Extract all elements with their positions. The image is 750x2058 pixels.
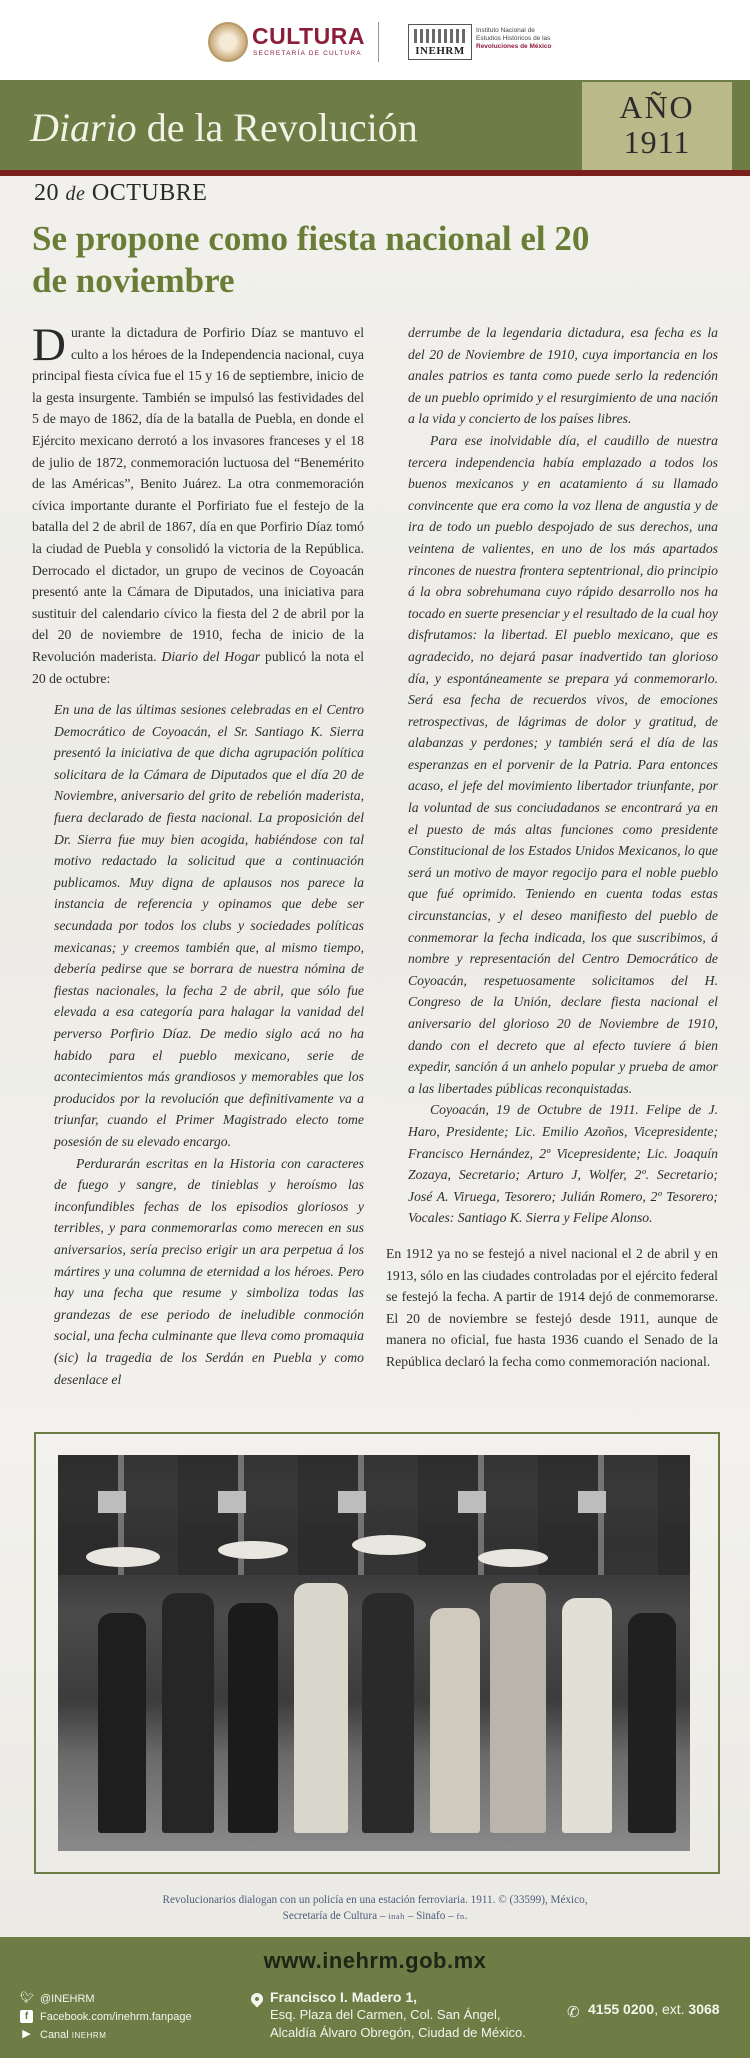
photo-caption	[60, 1893, 690, 1924]
cultura-seal-icon	[208, 22, 248, 62]
person-figure	[162, 1593, 214, 1833]
person-figure	[228, 1603, 278, 1833]
train-window	[578, 1491, 606, 1513]
historical-photo	[58, 1455, 690, 1851]
intro-text: urante la dictadura de Porfirio Díaz se mantuvo el culto a los héroes de la Independencia nacional, cuya principal fiesta cívica fue el 15 y 16 de septiembre, inicio de la gesta insurgente. También se impulsó las festividades del 5 de mayo de 1862, día de la batalla de Puebla, en donde el Ejército mexicano derrotó a los invasores franceses y el 18 de julio de 1872, conmemoración luctuosa del “Benemérito de las Américas”, Benito Juárez. La otra conmemoración cívica importante durante el Porfiriato fue el festejo de la batalla del 2 de abril de 1867, día en que Porfirio Díaz tomó la ciudad de Puebla y consolidó la victoria de la República. Derrocado el dictador, un grupo de vecinos de Coyoacán presentó ante la Cámara de Diputados, una iniciativa para sustituir del calendario cívico la fiesta del 2 de abril por la del 20 de noviembre de 1910, fecha de inicio de la Revolución maderista.	[32, 325, 364, 664]
address-line-1: Francisco I. Madero 1,	[270, 1989, 418, 2005]
phone-main: 4155 0200	[588, 2001, 655, 2017]
address-line-3: Alcaldía Álvaro Obregón, Ciudad de México.	[270, 2025, 526, 2040]
intro-text-end: publicó la nota el 20 de octubre:	[32, 648, 365, 686]
quote-paragraph-2: Perdurarán escritas en la Historia con caracteres de fuego y sangre, de tinieblas y heroísmo las inconfundibles fechas de los episodios gloriosos y terribles, y para conmemorarlas como merecen en sus aniversarios, sería preciso erigir un ara perpetua á los mártires y una columna de eternidad a los héroes. Pero hay una fecha que resume y simboliza todas las grandezas de ese periodo de ineludible conmoción social, una fecha culminante que lleva como promaquia (sic) la tragedia de los Serdán en Puebla y como desenlace el	[54, 1155, 364, 1387]
inehrm-subtitle-line3: Revoluciones de México	[476, 43, 552, 50]
article-date	[34, 180, 207, 207]
caption-inah: inah	[388, 1910, 405, 1921]
social-links	[20, 1990, 192, 2045]
series-title	[30, 104, 418, 151]
inehrm-building-icon	[414, 29, 466, 43]
logo-header	[0, 0, 750, 80]
sombrero	[86, 1547, 160, 1567]
sombrero	[478, 1549, 548, 1567]
youtube-label: Canal	[40, 2029, 72, 2041]
inehrm-logo[interactable]	[408, 24, 472, 60]
year-badge	[582, 82, 732, 170]
website-link[interactable]: www.inehrm.gob.mx	[263, 1948, 487, 1973]
article-column-right	[386, 322, 718, 1373]
person-figure	[430, 1608, 480, 1833]
series-title-rest: de la Revolución	[136, 105, 418, 150]
inehrm-subtitle-line2: Estudios Históricos de las	[476, 35, 551, 42]
sombrero	[218, 1541, 288, 1559]
twitter-icon: 🐦︎	[20, 1992, 34, 2004]
newspaper-name: Diario del Hogar	[161, 648, 261, 664]
twitter-handle: @INEHRM	[40, 1993, 95, 2005]
banner-underline	[0, 170, 750, 176]
cultura-subtitle: SECRETARÍA DE CULTURA	[253, 50, 362, 57]
twitter-link[interactable]	[20, 1990, 192, 2008]
person-figure	[362, 1593, 414, 1833]
drop-cap: D	[32, 319, 66, 371]
phone-ext-number: 3068	[688, 2001, 720, 2017]
inehrm-subtitle	[476, 27, 556, 51]
caption-part: Secretaría de Cultura –	[282, 1909, 389, 1922]
phone-icon: ✆	[567, 2005, 580, 2021]
inehrm-subtitle-line1: Instituto Nacional de	[476, 27, 535, 34]
youtube-icon: ▶	[22, 2028, 31, 2040]
article-title: Se propone como fiesta nacional el 20 de noviembre	[32, 219, 590, 300]
phone-number[interactable]	[588, 2001, 720, 2017]
intro-paragraph	[32, 319, 365, 689]
date-month: OCTUBRE	[91, 180, 208, 206]
caption-line-1: Revolucionarios dialogan con un policía en una estación ferroviaria. 1911. © (33599), México,	[162, 1894, 588, 1906]
facebook-icon: f	[20, 2010, 33, 2023]
person-figure	[562, 1598, 612, 1833]
facebook-link[interactable]	[20, 2008, 192, 2026]
address-line-2: Esq. Plaza del Carmen, Col. San Ángel,	[270, 2007, 501, 2022]
caption-part: .	[464, 1909, 468, 1922]
caption-part: – Sinafo –	[404, 1909, 457, 1922]
year-value: 1911	[623, 124, 691, 160]
quote-paragraph-4: Para ese inolvidable día, el caudillo de nuestra tercera independencia había emplazado a todos los buenos mexicanos y en acatamiento á su llamado convincente que era como la voz llena de angustia y de ira de todo un pueblo despojado de sus derechos, una veintena de valientes, en uno de los más apartados rincones de nuestra frontera septentrional, dio principio á la obra sobrehumana cuyo rápido desarrollo nos ha tocado en suerte presenciar y el resultado de la cual hoy disfrutamos: la libertad. El pueblo mexicano, que es agradecido, no dejará pasar inadvertido tan glorioso día, y espontáneamente se prepara yá conmemorarlo. Será esa fecha de recuerdos vivos, de emociones retrospectivas, de lágrimas de dolor y gratitud, de alabanzas y perdones; y también será el día de las esperanzas en el porvenir de la Patria. Para entonces acaso, el jefe del movimiento libertador triunfante, por la voluntad de sus conciudadanos se encontrará ya en el puesto de más altas funciones como presidente Constitucional de los Estados Unidos Mexicanos, lo que será un motivo de mayor regocijo para el noble pueblo que fué oprimido. Teniendo en cuenta todas estas circunstancias, y el deseo manifiesto del pueblo de conmemorar la fecha indicada, los que suscribimos, á nombre y representación del Centro Democrático de Coyoacán, respetuosamente solicitamos del H. Congreso de la Unión, declare fiesta nacional el aniversario del glorioso 20 de Noviembre de 1910, dando con el decreto que al efecto tuviere á bien expedir, sanción á un anhelo popular y prueba de amor a las libertades públicas reconquistadas.	[408, 432, 718, 1096]
person-figure	[98, 1613, 146, 1833]
quote-paragraph-1: En una de las últimas sesiones celebradas en el Centro Democrático de Coyoacán, el Sr. Santiago K. Sierra presentó la iniciativa de que dicha agrupación política solicitara de la Cámara de Diputados que el día 20 de Noviembre, aniversario del grito de rebelión maderista, fuera declarado de fiesta nacional. La proposición del Dr. Sierra fue muy bien acogida, habiéndose con tal motivo redactado la solicitud que a continuación publicamos. Muy digna de aplausos nos parece la instancia de referencia y opinamos que debe ser secundada por todos los clubs y sociedades políticas mexicanas; y creemos también que, al mismo tiempo, debería pedirse que se borrara de nuestra nómina de fiestas nacionales, la fecha 2 de abril, que sólo fue elevada a esa categoría para halagar la vanidad del perverso Porfirio Díaz. De medio siglo acá no ha habido para el pueblo mexicano, serie de acontecimientos más grandiosos y memorables que los producidos por la revolución que definitivamente va a triunfar, cuando el Primer Magistrado electo tome posesión de su elevado encargo.	[54, 702, 364, 1149]
sombrero	[352, 1535, 426, 1555]
train-window	[218, 1491, 246, 1513]
youtube-channel: INEHRM	[71, 2031, 107, 2040]
cultura-wordmark: CULTURA	[252, 23, 365, 49]
closing-paragraph: En 1912 ya no se festejó a nivel nacional el 2 de abril y en 1913, sólo en las ciudades controladas por el ejército federal se festejó la fecha. A partir de 1914 dejó de conmemorarse. El 20 de noviembre se festejó desde 1911, aunque de manera no oficial, fue hasta 1936 cuando el Senado de la República declaró la fecha como conmemoración nacional.	[386, 1245, 718, 1369]
phone-ext-label: , ext.	[654, 2001, 689, 2017]
youtube-link[interactable]	[20, 2026, 192, 2045]
caption-line-2	[60, 1909, 690, 1925]
train-window	[338, 1491, 366, 1513]
date-day: 20	[34, 180, 59, 206]
date-de: de	[65, 183, 86, 205]
person-figure	[628, 1613, 676, 1833]
address	[270, 1988, 526, 2042]
logo-divider	[378, 22, 379, 62]
article-column-left	[32, 319, 365, 1390]
person-figure	[490, 1583, 546, 1833]
caption-fn: fn	[456, 1910, 465, 1921]
person-figure	[294, 1583, 348, 1833]
year-label: AÑO	[619, 89, 695, 125]
inehrm-wordmark: INEHRM	[415, 45, 465, 57]
series-title-italic: Diario	[30, 105, 137, 150]
quote-paragraph-3: derrumbe de la legendaria dictadura, esa fecha es la del 20 de Noviembre de 1910, cuya importancia en los anales patrios es tanta como puede serlo la redención de un pueblo oprimido y el resurgimiento de una nación a la vida y concierto de los países libres.	[408, 325, 718, 427]
facebook-url: Facebook.com/inehrm.fanpage	[40, 2011, 192, 2023]
train-window	[98, 1491, 126, 1513]
train-window	[458, 1491, 486, 1513]
signatures-paragraph: Coyoacán, 19 de Octubre de 1911. Felipe de J. Haro, Presidente; Lic. Emilio Azoños, Vicepresidente; Francisco Hernández, 2º Vicepresidente; Lic. Joaquín Zozaya, Secretario; Arturo J, Wolfer, 2º. Secretario; José A. Viruega, Tesorero; Julián Romero, 2º Tesorero; Vocales: Santiago K. Sierra y Felipe Alonso.	[408, 1102, 718, 1226]
